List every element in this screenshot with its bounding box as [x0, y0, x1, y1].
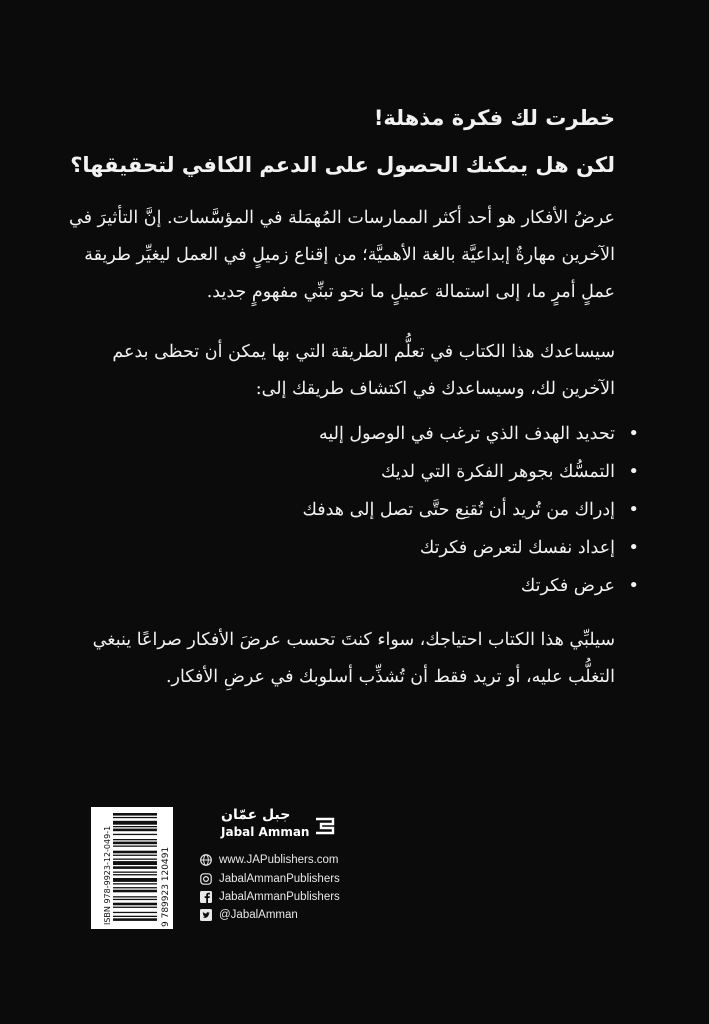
closing-paragraph: سيلبِّي هذا الكتاب احتياجك، سواء كنتَ تحسب عرضَ الأفكار صراعًا ينبغي التغلُّب عليه، أو تريد فقط أن تُشذِّب أسلوبك في عرضِ الأفكار. — [92, 630, 615, 687]
headline-primary: خطرت لك فكرة مذهلة! — [373, 106, 615, 130]
bullet-list — [55, 415, 639, 605]
list-item-text: إعداد نفسك لتعرض فكرتك — [419, 538, 615, 558]
website-text: www.JAPublishers.com — [219, 854, 339, 866]
bullet-icon: • — [628, 461, 639, 482]
isbn-barcode — [91, 807, 173, 929]
bullet-icon: • — [628, 537, 639, 558]
bullet-icon: • — [628, 423, 639, 444]
headline-secondary: لكن هل يمكنك الحصول على الدعم الكافي لتحقيقها؟ — [70, 153, 615, 177]
list-item-text: تحديد الهدف الذي ترغب في الوصول إليه — [319, 424, 615, 444]
list-item — [55, 453, 639, 491]
twitter-text: @JabalAmman — [219, 909, 298, 921]
list-item — [55, 415, 639, 453]
publisher-logo — [213, 807, 343, 843]
publisher-mark-icon — [313, 815, 337, 837]
twitter-link[interactable] — [200, 906, 298, 924]
isbn-label: ISBN 978-9923-12-049-1 — [103, 825, 112, 925]
facebook-icon — [200, 891, 212, 903]
bullet-icon: • — [628, 499, 639, 520]
globe-icon — [200, 854, 212, 866]
instagram-link[interactable] — [200, 870, 340, 888]
list-item-text: عرض فكرتك — [520, 576, 615, 596]
instagram-text: JabalAmmanPublishers — [219, 873, 340, 885]
list-item — [55, 529, 639, 567]
bullet-icon: • — [628, 575, 639, 596]
intro-paragraph: عرضُ الأفكار هو أحد أكثر الممارسات المُهمَلة في المؤسَّسات. إنَّ التأثيرَ في الآخرين مهارةٌ إبداعيَّة بالغة الأهميَّة؛ من إقناع زميلٍ في العمل ليغيِّر طريقة عملٍ أمرٍ ما، إلى استمالة عميلٍ ما نحو تبنِّي مفهومٍ جديد. — [69, 208, 615, 302]
list-item — [55, 567, 639, 605]
isbn-digits: 9 789923 120491 — [161, 846, 171, 927]
twitter-icon — [200, 909, 212, 921]
instagram-icon — [200, 873, 212, 885]
list-item — [55, 491, 639, 529]
publisher-name-en: Jabal Amman — [221, 825, 310, 839]
facebook-link[interactable] — [200, 888, 340, 906]
website-link[interactable] — [200, 851, 339, 869]
purpose-paragraph: سيساعدك هذا الكتاب في تعلُّم الطريقة التي بها يمكن أن تحظى بدعم الآخرين لك، وسيساعدك في اكتشاف طريقك إلى: — [112, 342, 615, 399]
facebook-text: JabalAmmanPublishers — [219, 891, 340, 903]
list-item-text: التمسُّك بجوهر الفكرة التي لديك — [380, 462, 615, 482]
list-item-text: إدراك من تُريد أن تُقنِع حتَّى تصل إلى هدفك — [302, 500, 615, 520]
publisher-name-ar: جبل عمّان — [221, 807, 291, 823]
